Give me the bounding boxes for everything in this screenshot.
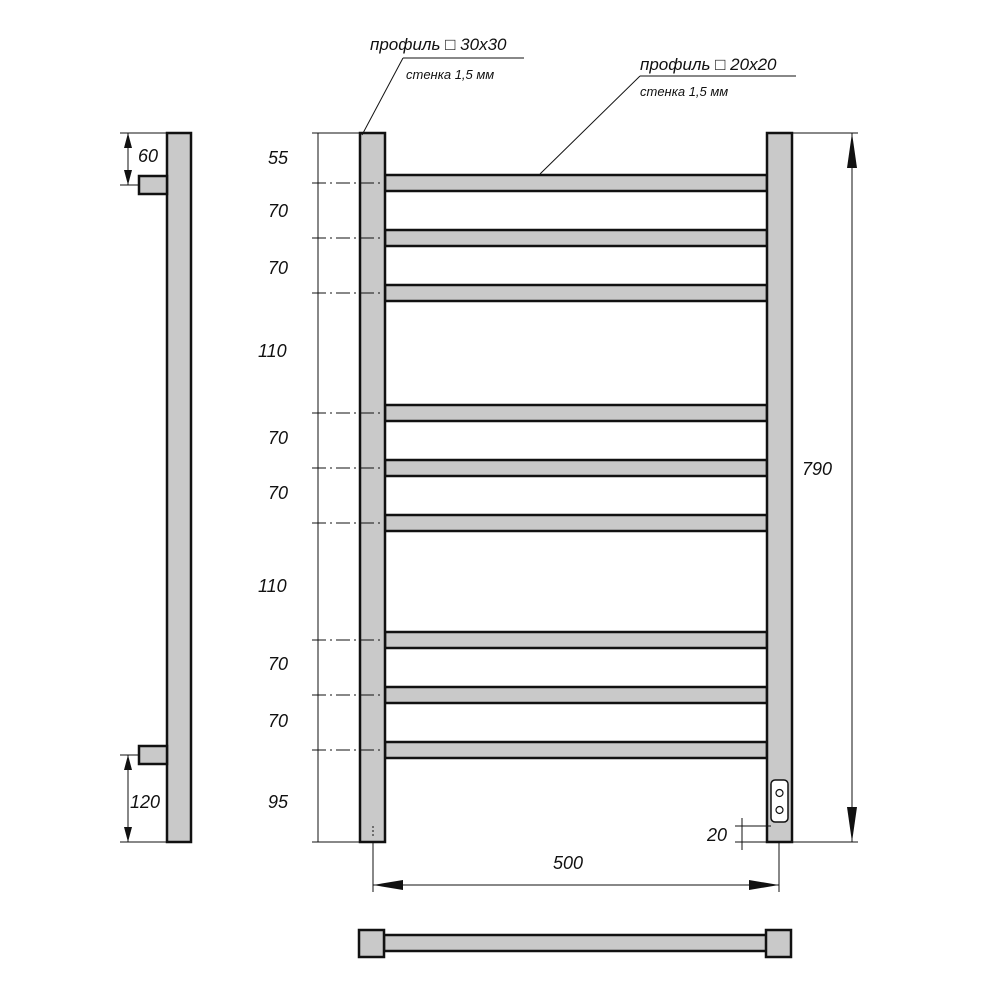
rung: [385, 632, 767, 648]
right-post: [767, 133, 792, 842]
spacing-label: 70: [268, 711, 289, 731]
left-post: [360, 133, 385, 842]
rungs: [385, 175, 767, 758]
rung: [385, 285, 767, 301]
rung: [385, 742, 767, 758]
spacing-label: 70: [268, 258, 289, 278]
spacing-label: 55: [268, 148, 289, 168]
rung: [385, 175, 767, 191]
side-view: [120, 133, 191, 842]
top-view-rung: [384, 935, 768, 951]
profile-bar-wall-label: стенка 1,5 мм: [640, 84, 729, 99]
bottom-offset-label: 20: [707, 825, 728, 845]
rung: [385, 460, 767, 476]
profile-bar-label: профиль □ 20х20: [640, 55, 777, 74]
spacing-label: 70: [268, 428, 289, 448]
spacing-label: 70: [268, 201, 289, 221]
side-bottom-bracket: [139, 746, 167, 764]
bottom-offset-dimension: [706, 818, 771, 850]
spacing-label: 110: [258, 576, 287, 596]
rung: [385, 405, 767, 421]
spacing-label: 95: [268, 792, 289, 812]
rung: [385, 230, 767, 246]
profile-main-label: профиль □ 30х30: [370, 35, 507, 54]
profile-callout-main: [362, 35, 524, 135]
rung: [385, 515, 767, 531]
profile-main-wall-label: стенка 1,5 мм: [406, 67, 495, 82]
total-height-dimension: [792, 133, 858, 842]
rung: [385, 687, 767, 703]
top-view-right-post: [766, 930, 791, 957]
plug-pin-icon: [776, 807, 783, 814]
top-view-left-post: [359, 930, 384, 957]
side-post: [167, 133, 191, 842]
total-height-label: 790: [802, 459, 833, 479]
plug-pin-icon: [776, 790, 783, 797]
spacing-label: 70: [268, 483, 289, 503]
top-view: [359, 930, 791, 957]
spacing-label: 70: [268, 654, 289, 674]
side-top-bracket: [139, 176, 167, 194]
side-bottom-dim: 120: [130, 792, 161, 812]
spacing-label: 110: [258, 341, 287, 361]
heater-plug: [771, 780, 788, 822]
profile-callout-bar: [540, 55, 796, 174]
width-dimension: [373, 842, 779, 892]
front-view: [258, 35, 858, 892]
width-label: 500: [553, 853, 584, 873]
side-top-dim: 60: [138, 146, 159, 166]
